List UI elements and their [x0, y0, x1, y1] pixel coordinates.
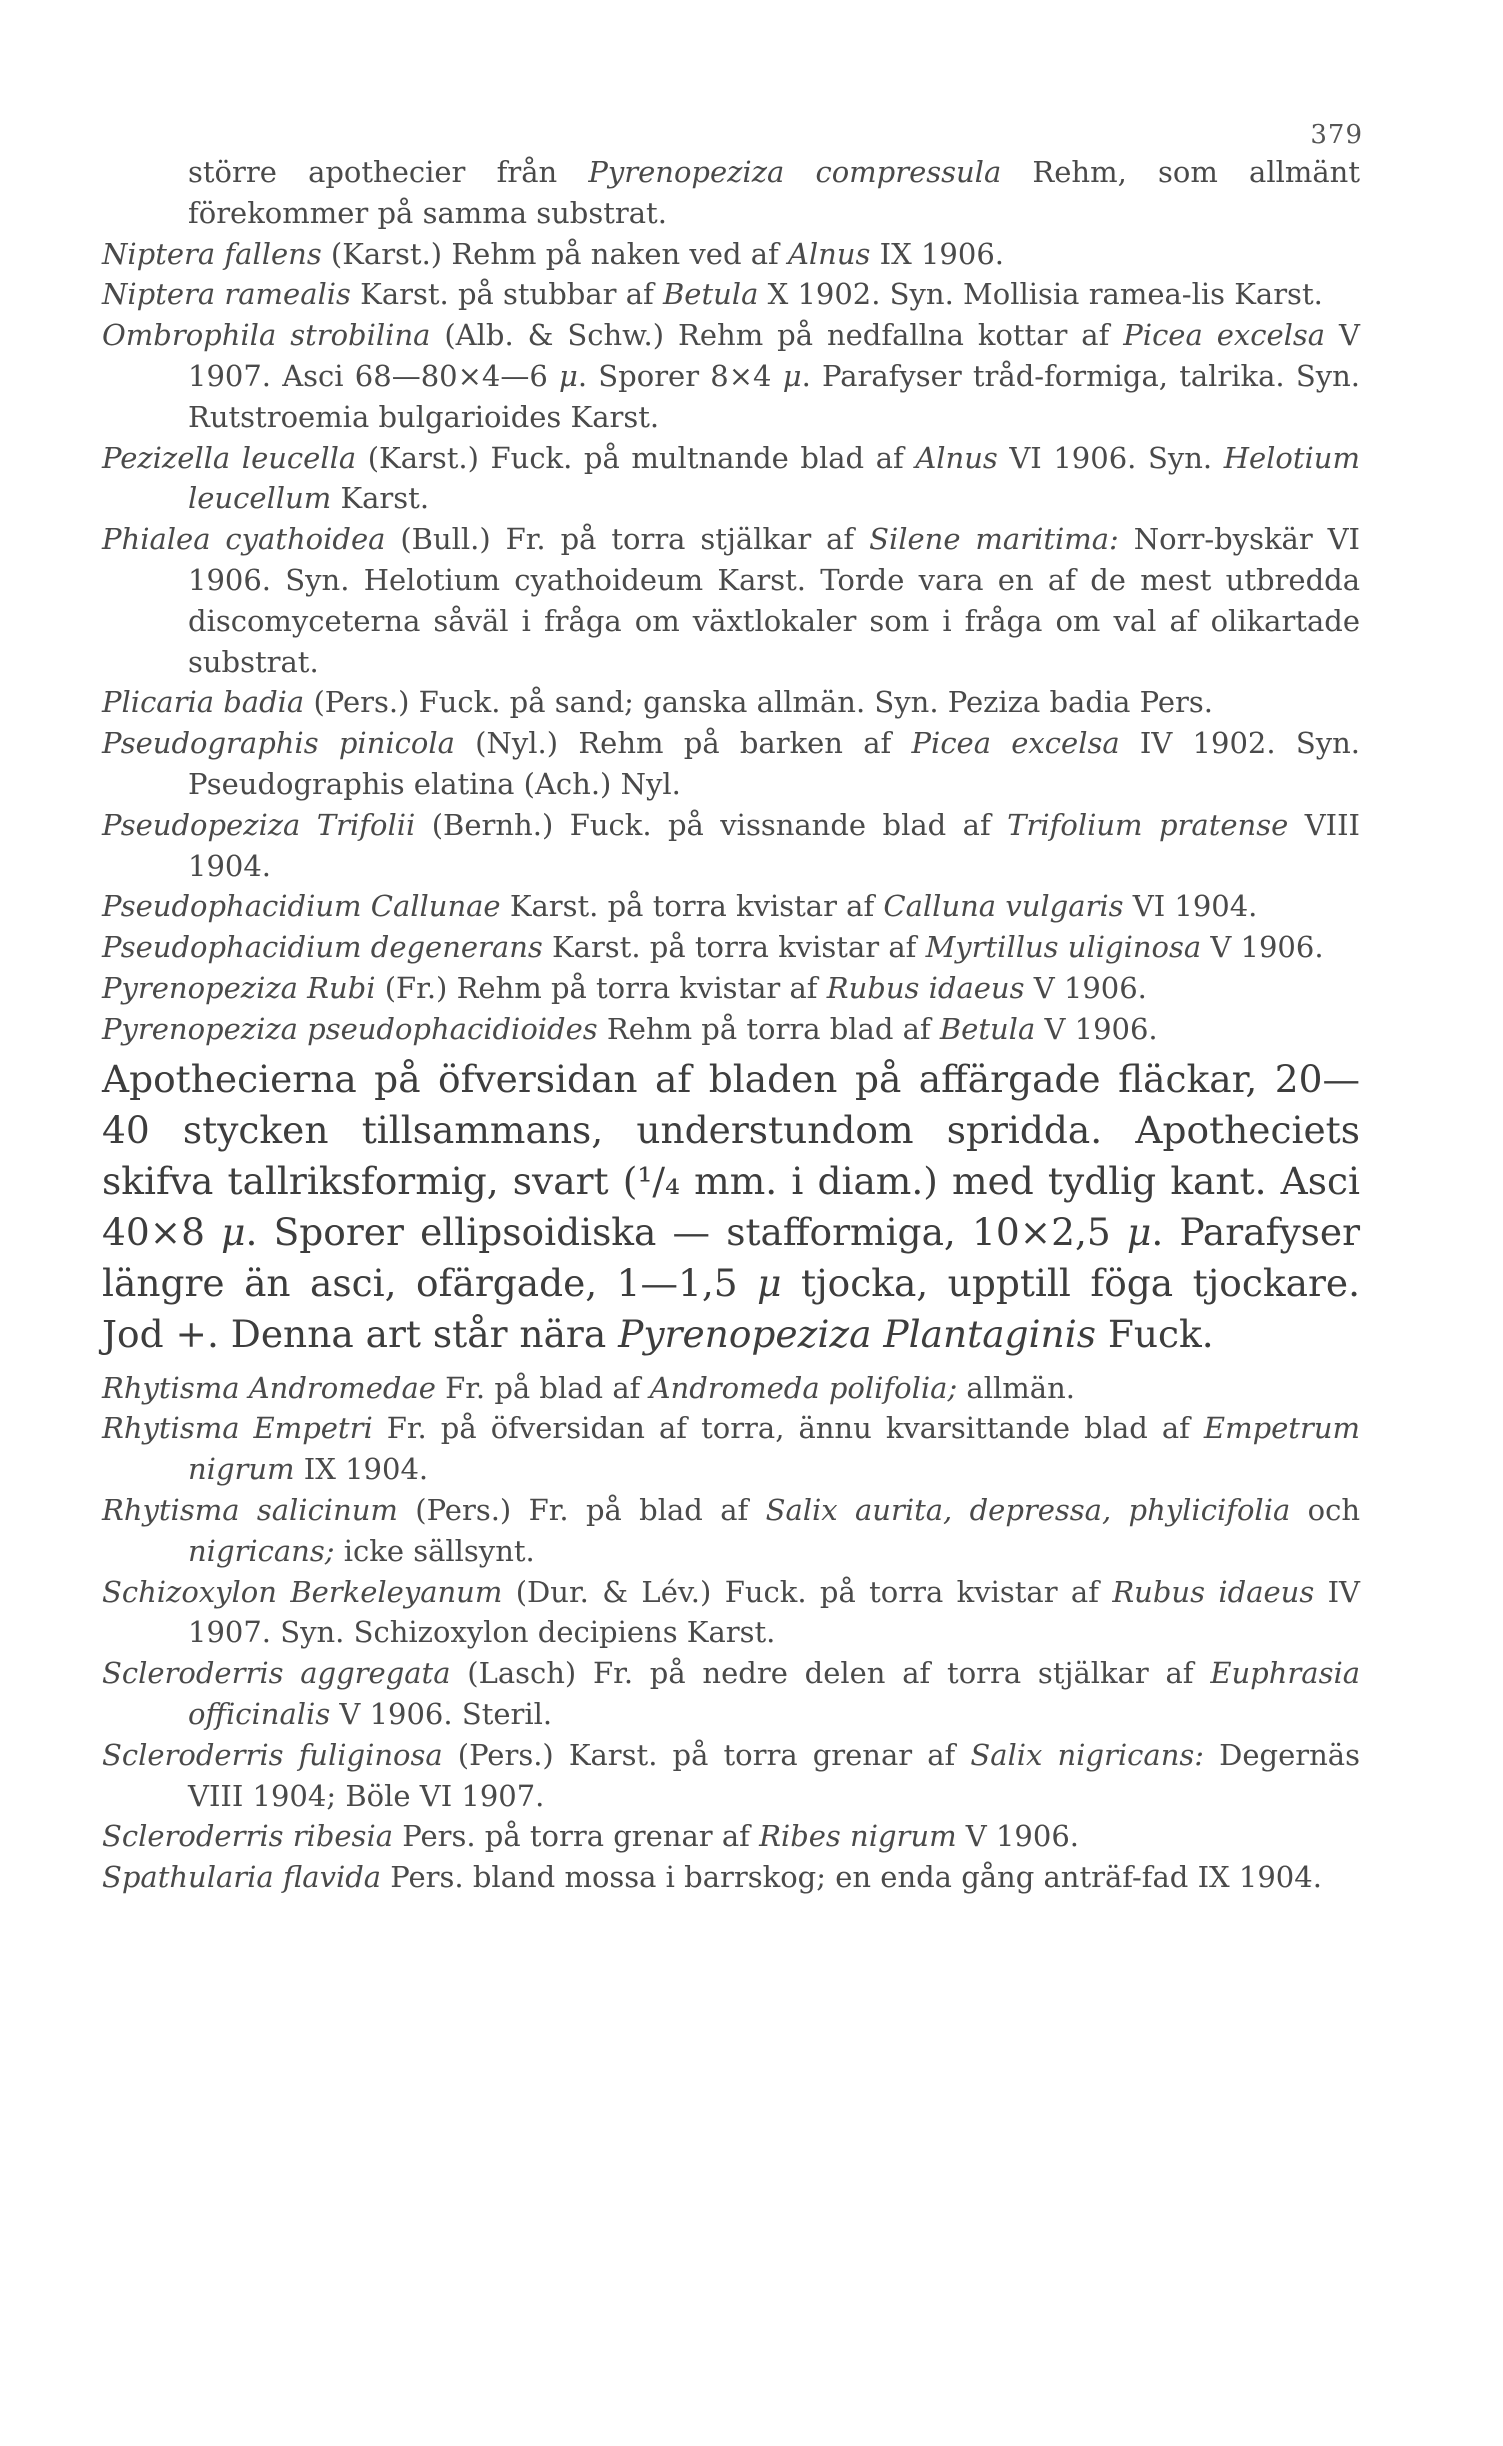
- text-run: . Sporer ellipsoidiska — stafformiga, 10×2,5: [245, 1209, 1127, 1254]
- italic-run: Betula: [662, 277, 759, 312]
- italic-run: μ: [221, 1209, 246, 1254]
- italic-run: Rhytisma salicinum: [102, 1492, 398, 1527]
- italic-run: Betula: [939, 1011, 1036, 1046]
- italic-run: Rubus idaeus: [826, 970, 1025, 1005]
- species-entry: [102, 1408, 1360, 1490]
- text-run: VIII 1904.: [188, 807, 1361, 883]
- italic-run: Rhytisma Andromedae: [102, 1370, 436, 1405]
- text-run: (Pers.) Fuck. på sand; ganska allmän. Syn. Peziza badia Pers.: [304, 685, 1214, 720]
- species-entry: [102, 274, 1360, 315]
- species-entry: [102, 438, 1360, 520]
- text-run: V 1906. Steril.: [330, 1696, 553, 1731]
- italic-run: Empetrum nigrum: [188, 1411, 1360, 1487]
- text-run: . Parafyser längre än asci, ofärgade, 1—1,5: [102, 1209, 1361, 1305]
- italic-run: Picea excelsa: [1123, 318, 1326, 353]
- italic-run: Phialea cyathoidea: [102, 522, 386, 557]
- text-run: V 1906.: [1035, 1011, 1158, 1046]
- italic-run: Pezizella leucella: [102, 440, 357, 475]
- text-run: (Bull.) Fr. på torra stjälkar af: [385, 522, 870, 557]
- italic-run: Plicaria badia: [102, 685, 305, 720]
- species-entry: [102, 1572, 1360, 1654]
- species-entry: [102, 519, 1360, 682]
- text-run: (Nyl.) Rehm på barken af: [454, 726, 912, 761]
- italic-run: μ: [559, 358, 578, 393]
- species-entry: [102, 152, 1360, 234]
- text-run: IX 1904.: [294, 1452, 429, 1487]
- species-entry: [102, 315, 1360, 437]
- italic-run: Andromeda polifolia;: [649, 1370, 958, 1405]
- italic-run: Pyrenopeziza compressula: [588, 155, 1002, 189]
- text-run: Fr. på öfversidan af torra, ännu kvarsittande blad af: [372, 1411, 1204, 1446]
- italic-run: Schizoxylon Berkeleyanum: [102, 1574, 503, 1609]
- italic-run: Picea excelsa: [911, 726, 1120, 761]
- species-entry: [102, 968, 1360, 1009]
- italic-run: Pyrenopeziza pseudophacidioides: [102, 1011, 598, 1046]
- italic-run: Pseudopeziza Trifolii: [102, 807, 416, 842]
- italic-run: Calluna vulgaris: [883, 889, 1124, 924]
- text-body: [102, 152, 1360, 1898]
- italic-run: Helotium leucellum: [188, 440, 1360, 516]
- text-run: . Parafyser tråd-formiga, talrika. Syn. Rutstroemia bulgarioides Karst.: [188, 358, 1360, 434]
- text-run: (Fr.) Rehm på torra kvistar af: [375, 970, 827, 1005]
- italic-run: Niptera fallens: [102, 236, 322, 271]
- italic-run: Spathularia flavida: [102, 1860, 382, 1895]
- italic-run: Trifolium pratense: [1007, 807, 1289, 842]
- italic-run: Niptera ramealis: [102, 277, 351, 312]
- italic-run: μ: [782, 358, 802, 393]
- italic-run: Alnus: [915, 440, 998, 475]
- text-run: X 1902. Syn. Mollisia ramea-lis Karst.: [758, 277, 1323, 312]
- italic-run: Silene maritima:: [869, 522, 1119, 557]
- text-run: Fuck.: [1095, 1311, 1214, 1356]
- italic-run: Pyrenopeziza Rubi: [102, 970, 376, 1005]
- text-run: IX 1906.: [870, 236, 1004, 271]
- species-entry: [102, 886, 1360, 927]
- italic-run: Scleroderris fuliginosa: [102, 1737, 443, 1772]
- text-run: V 1906.: [1201, 930, 1324, 965]
- italic-run: Alnus: [787, 236, 871, 271]
- text-run: större apothecier från: [188, 155, 589, 189]
- text-run: Karst. på torra kvistar af: [500, 889, 884, 924]
- species-entry: [102, 805, 1360, 887]
- italic-run: Ribes nigrum: [759, 1819, 957, 1854]
- text-run: (Alb. & Schw.) Rehm på nedfallna kottar af: [430, 318, 1124, 353]
- text-run: och: [1290, 1492, 1360, 1527]
- species-entry: [102, 234, 1360, 275]
- text-run: IV 1902. Syn. Pseudographis elatina (Ach.) Nyl.: [188, 726, 1360, 801]
- text-run: Fr. på blad af: [435, 1370, 650, 1405]
- species-entry: [102, 1816, 1360, 1857]
- text-run: Karst. på torra kvistar af: [542, 930, 926, 965]
- species-entry: [102, 1009, 1360, 1050]
- text-run: Pers. på torra grenar af: [393, 1819, 760, 1854]
- italic-run: μ: [757, 1260, 782, 1305]
- text-run: (Bernh.) Fuck. på vissnande blad af: [415, 807, 1008, 842]
- italic-run: Pseudographis pinicola: [102, 726, 455, 761]
- italic-run: Scleroderris aggregata: [102, 1656, 451, 1691]
- species-entry: [102, 1735, 1360, 1817]
- italic-run: Pseudophacidium Callunae: [102, 889, 501, 924]
- italic-run: Rhytisma Empetri: [102, 1411, 373, 1446]
- text-run: V 1906.: [956, 1819, 1079, 1854]
- species-entry: [102, 1857, 1360, 1898]
- page-number: 379: [1310, 120, 1363, 150]
- text-run: VI 1904.: [1123, 889, 1258, 924]
- text-run: icke sällsynt.: [334, 1533, 535, 1568]
- text-run: Pers. bland mossa i barrskog; en enda gång anträf-fad IX 1904.: [381, 1860, 1322, 1895]
- text-run: V 1907. Asci 68—80×4—6: [188, 318, 1360, 393]
- text-run: allmän.: [957, 1370, 1075, 1405]
- species-entry: [102, 927, 1360, 968]
- text-run: Karst. på stubbar af: [350, 277, 663, 312]
- text-run: (Karst.) Fuck. på multnande blad af: [356, 440, 916, 475]
- text-run: Rehm på torra blad af: [597, 1011, 940, 1046]
- text-run: (Dur. & Lév.) Fuck. på torra kvistar af: [502, 1574, 1113, 1609]
- text-run: V 1906.: [1024, 970, 1147, 1005]
- text-run: Rehm, som allmänt förekommer på samma substrat.: [188, 155, 1360, 230]
- text-run: Degernäs VIII 1904; Böle VI 1907.: [188, 1737, 1360, 1813]
- italic-run: Salix nigricans:: [970, 1737, 1205, 1772]
- italic-run: Rubus idaeus: [1112, 1574, 1315, 1609]
- description-paragraph: [102, 1054, 1360, 1360]
- species-entry: [102, 1653, 1360, 1735]
- text-run: (Pers.) Fr. på blad af: [397, 1492, 766, 1527]
- text-run: (Pers.) Karst. på torra grenar af: [442, 1737, 971, 1772]
- italic-run: Salix aurita, depressa, phylicifolia: [765, 1492, 1291, 1527]
- species-entry: [102, 723, 1360, 805]
- italic-run: Pyrenopeziza Plantaginis: [618, 1311, 1096, 1356]
- species-entry: [102, 1490, 1360, 1572]
- text-run: (Lasch) Fr. på nedre delen af torra stjälkar af: [450, 1656, 1211, 1691]
- species-entry: [102, 682, 1360, 723]
- text-run: Karst.: [331, 481, 430, 516]
- italic-run: μ: [1126, 1209, 1152, 1254]
- text-run: tjocka, upptill föga tjockare. Jod +. Denna art står nära: [102, 1260, 1361, 1356]
- text-run: . Sporer 8×4: [577, 358, 783, 393]
- italic-run: Scleroderris ribesia: [102, 1819, 394, 1854]
- italic-run: nigricans;: [188, 1533, 335, 1568]
- italic-run: Pseudophacidium degenerans: [102, 930, 543, 965]
- text-run: (Karst.) Rehm på naken ved af: [321, 236, 788, 271]
- text-run: Norr-byskär VI 1906. Syn. Helotium cyathoideum Karst. Torde vara en af de mest utbredda discomyceterna såväl i fråga om växtlokaler som i fråga om val af olikartade substrat.: [188, 522, 1360, 679]
- text-run: Apothecierna på öfversidan af bladen på affärgade fläckar, 20—40 stycken tillsammans, understundom spridda. Apotheciets skifva tallriksformig, svart (¹/₄ mm. i diam.) med tydlig kant. Asci 40×8: [102, 1056, 1360, 1254]
- species-entry: [102, 1368, 1360, 1409]
- italic-run: Ombrophila strobilina: [102, 318, 431, 353]
- text-run: VI 1906. Syn.: [997, 440, 1224, 475]
- italic-run: Myrtillus uliginosa: [925, 930, 1202, 965]
- italic-run: Euphrasia officinalis: [188, 1656, 1361, 1731]
- text-run: IV 1907. Syn. Schizoxylon decipiens Karst.: [188, 1574, 1360, 1650]
